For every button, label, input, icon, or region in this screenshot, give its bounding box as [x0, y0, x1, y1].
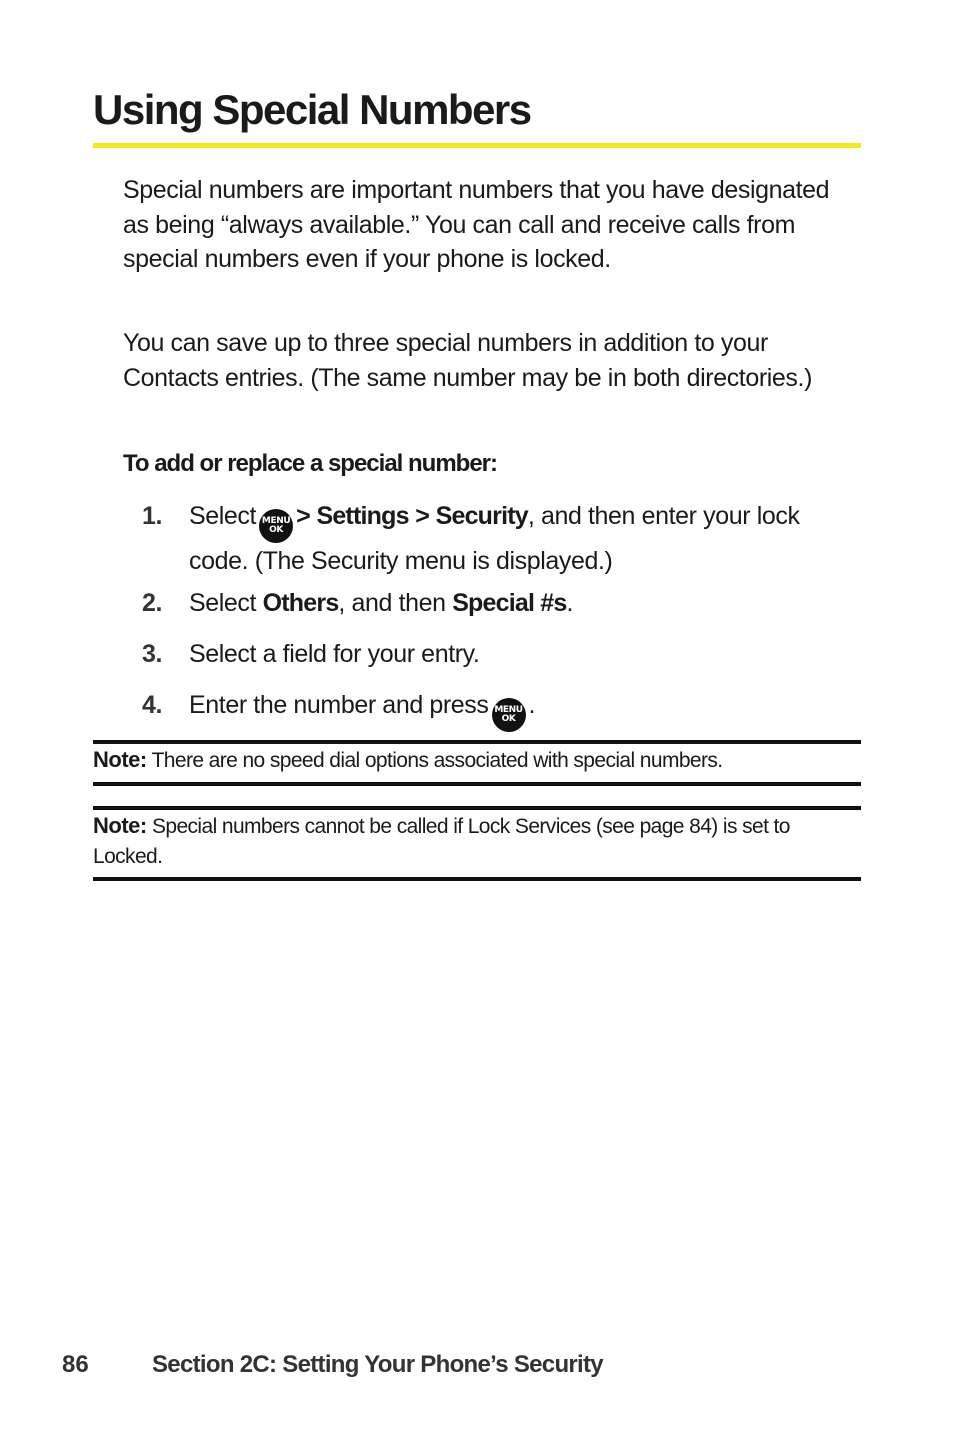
- note-box: [93, 806, 861, 881]
- note-text: Special numbers cannot be called if Lock Services (see page 84) is set to Locked.: [93, 815, 790, 868]
- step-text: Select a field for your entry.: [189, 640, 480, 668]
- menu-path-others: Others: [262, 589, 339, 617]
- step-end: .: [528, 691, 536, 719]
- intro-paragraph: Special numbers are important numbers that you have designated as being “always available.” You can call and receive calls from special numbers even if your phone is locked.: [123, 176, 830, 273]
- step-number: 4.: [142, 691, 163, 719]
- page-title: Using Special Numbers: [93, 86, 531, 133]
- step-body: Enter the number and press: [189, 691, 489, 719]
- note-box: [93, 740, 861, 786]
- step-text: [189, 585, 859, 621]
- menu-key-bottom-label: OK: [269, 525, 283, 535]
- step-number: 3.: [142, 640, 163, 668]
- menu-separator: >: [415, 502, 430, 530]
- step-rest: , and then enter your lock code. (The Security menu is displayed.): [189, 502, 800, 575]
- menu-key-bottom-label: OK: [501, 714, 516, 724]
- menu-separator: >: [296, 502, 310, 530]
- menu-ok-key-icon: [492, 698, 526, 732]
- note-text: There are no speed dial options associated with special numbers.: [151, 749, 723, 772]
- capacity-paragraph: You can save up to three special numbers in addition to your Contacts entries. (The same number may be in both directories.): [123, 329, 812, 392]
- menu-path-special-numbers: Special #s: [452, 589, 567, 617]
- note-label: Note:: [93, 813, 147, 838]
- step-middle: , and then: [338, 589, 446, 617]
- page-number: 86: [62, 1351, 89, 1378]
- step-text: [189, 687, 859, 732]
- procedure-heading: To add or replace a special number:: [123, 450, 498, 477]
- step-text: [189, 498, 859, 579]
- menu-ok-key-icon: [259, 509, 293, 543]
- menu-key-top-label: MENU: [494, 705, 523, 715]
- step-number: 1.: [142, 502, 163, 530]
- note-label: Note:: [93, 747, 147, 772]
- title-underline: [93, 143, 861, 148]
- menu-path-settings: Settings: [316, 502, 409, 530]
- step-verb: Select: [189, 589, 257, 617]
- menu-path-security: Security: [435, 502, 528, 530]
- step-verb: Select: [189, 502, 257, 530]
- section-title: Section 2C: Setting Your Phone’s Security: [152, 1351, 603, 1378]
- step-number: 2.: [142, 589, 163, 617]
- menu-key-top-label: MENU: [261, 516, 291, 526]
- step-end: .: [566, 589, 574, 617]
